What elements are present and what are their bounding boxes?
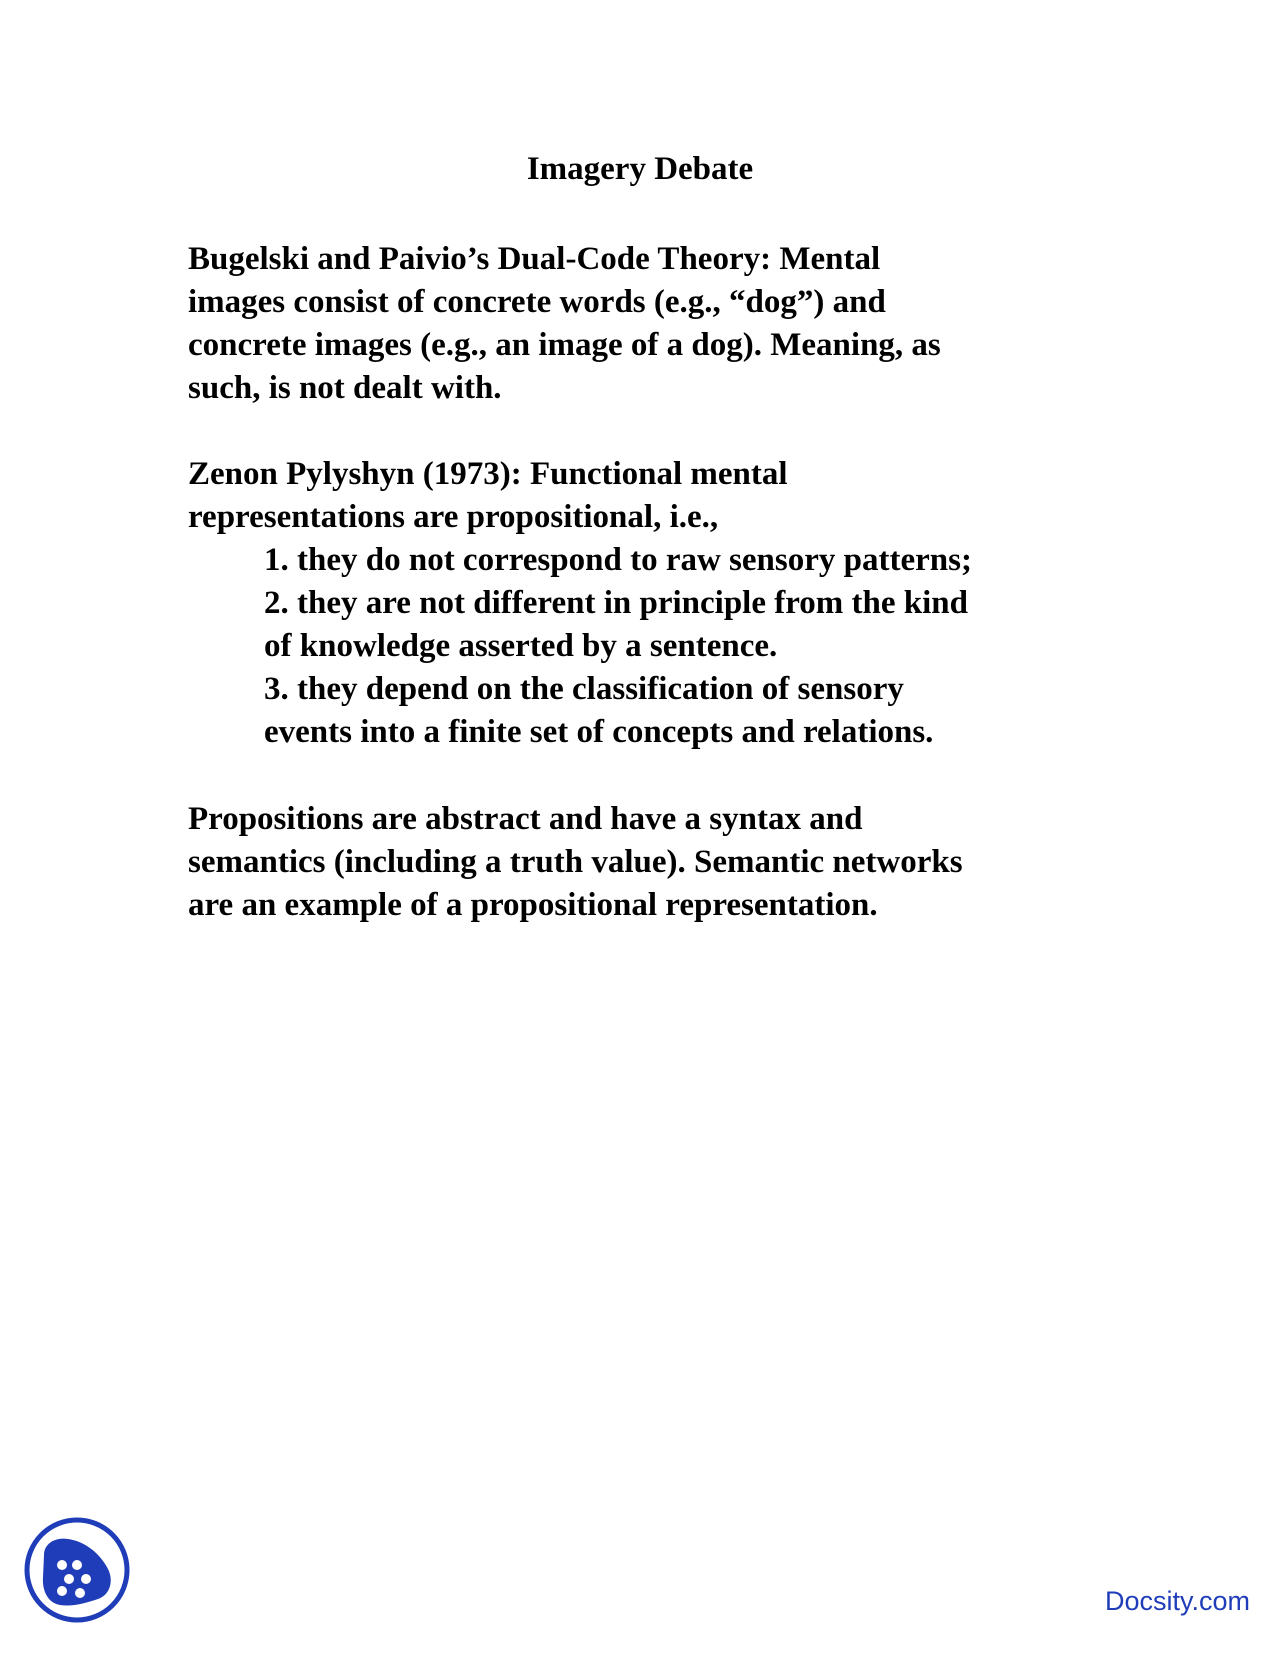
list-item: 1. they do not correspond to raw sensory patterns; [264, 542, 972, 578]
list-item-continuation: of knowledge asserted by a sentence. [264, 628, 778, 664]
docsity-logo-icon [22, 1515, 132, 1625]
paragraph-line: are an example of a propositional representation. [188, 887, 878, 923]
paragraph-line: Bugelski and Paivio’s Dual-Code Theory: Mental [188, 241, 881, 277]
paragraph-line: images consist of concrete words (e.g., “dog”) and [188, 284, 886, 320]
paragraph-dual-code [188, 238, 1188, 410]
list-item: 2. they are not different in principle from the kind [264, 585, 968, 621]
paragraph-pylyshyn [188, 453, 1188, 754]
paragraph-line: representations are propositional, i.e., [188, 499, 719, 535]
paragraph-propositions [188, 798, 1188, 927]
paragraph-line: Zenon Pylyshyn (1973): Functional mental [188, 456, 788, 492]
paragraph-line: concrete images (e.g., an image of a dog). Meaning, as [188, 327, 941, 363]
paragraph-line: semantics (including a truth value). Semantic networks [188, 844, 963, 880]
list-item-continuation: events into a finite set of concepts and relations. [264, 714, 934, 750]
page-title: Imagery Debate [526, 151, 754, 187]
paragraph-line: Propositions are abstract and have a syntax and [188, 801, 863, 837]
docsity-brand-link[interactable]: Docsity.com [1104, 1586, 1250, 1616]
paragraph-line: such, is not dealt with. [188, 370, 502, 406]
list-item: 3. they depend on the classification of sensory [264, 671, 904, 707]
